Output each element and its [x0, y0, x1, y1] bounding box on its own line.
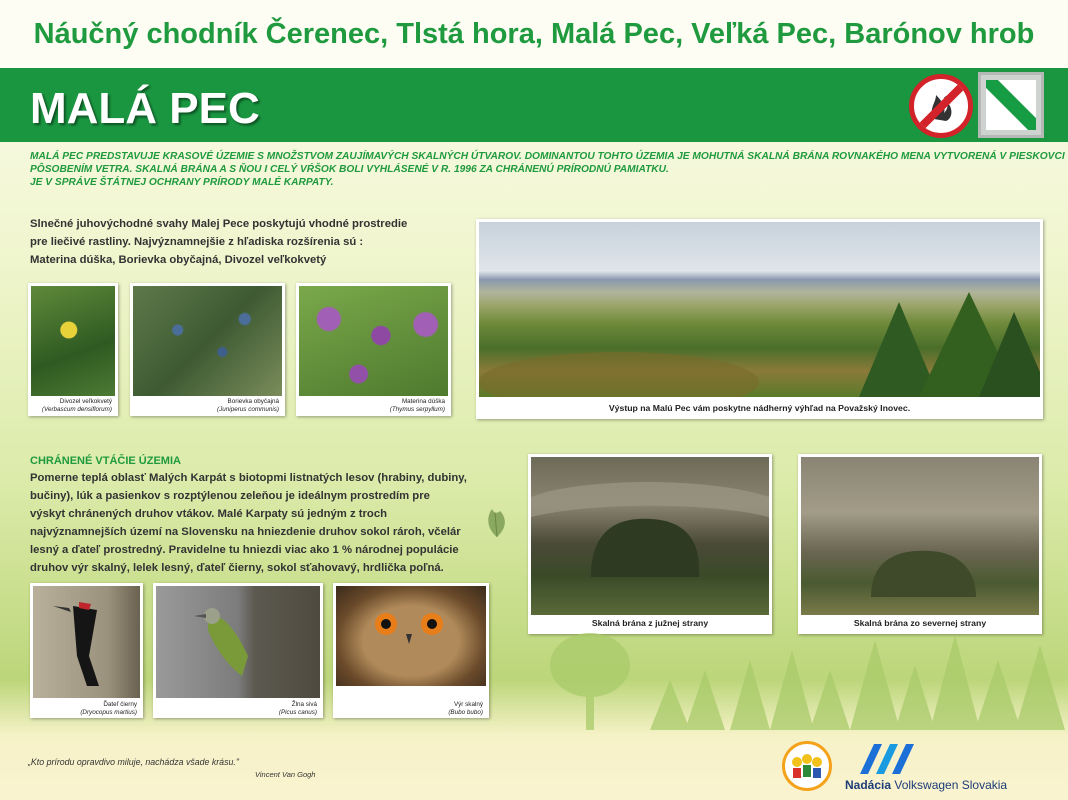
photo-caption-latin: (Juniperus communis): [217, 406, 279, 413]
no-fire-icon: [909, 74, 973, 138]
sponsor-name: [845, 778, 1007, 792]
sponsor-name-rest: Volkswagen Slovakia: [891, 778, 1008, 792]
sponsor-name-bold: Nadácia: [845, 778, 892, 792]
photo-caption-name: Divozel veľkokvetý: [59, 398, 112, 405]
photo-caption-name: Ďateľ čierny: [103, 701, 137, 708]
plants-text: [30, 215, 407, 269]
eagle-owl-photo: [336, 586, 486, 686]
plant-photo-card: [28, 283, 118, 416]
photo-caption-name: Výr skalný: [453, 701, 483, 708]
rock-gate-south-card: [528, 454, 772, 634]
quote-text: „Kto prírodu opravdivo miluje, nachádza všade krásu.": [28, 757, 239, 767]
text-line: Pomerne teplá oblasť Malých Karpát s biotopmi listnatých lesov (hrabiny, dubiny,: [30, 472, 467, 484]
plant-photo-card: [130, 283, 285, 416]
bird-photo-card: [153, 583, 323, 718]
text-line: bučiny), lúk a pasienkov s rozptýlenou zeleňou je ideálnym prostredím pre: [30, 490, 430, 502]
photo-caption-name: Borievka obyčajná: [227, 398, 279, 405]
bird-photo-card: [30, 583, 143, 718]
grey-headed-woodpecker-photo: [156, 586, 320, 698]
text-line: výskyt chránených druhov vtákov. Malé Karpaty sú jedným z troch: [30, 508, 388, 520]
birds-text: [30, 469, 467, 577]
volkswagen-foundation-logo: [856, 742, 916, 776]
photo-caption-latin: (Verbascum densiflorum): [41, 406, 112, 413]
intro-line: JE V SPRÁVE ŠTÁTNEJ OCHRANY PRÍRODY MALÉ KARPATY.: [30, 177, 334, 188]
protected-area-icon: [978, 72, 1044, 138]
birds-heading: CHRÁNENÉ VTÁČIE ÚZEMIA: [30, 455, 181, 467]
mullein-photo: [31, 286, 115, 396]
text-line: Materina dúška, Borievka obyčajná, Divozel veľkokvetý: [30, 254, 327, 266]
landscape-photo-card: [476, 219, 1043, 419]
landscape-caption: Výstup na Malú Pec vám poskytne nádherný výhľad na Považský Inovec.: [608, 403, 911, 413]
bird-photo-card: [333, 583, 489, 718]
rock-gate-north-photo: [801, 457, 1039, 615]
thyme-photo: [299, 286, 448, 396]
photo-caption-name: Žlna sivá: [291, 701, 317, 708]
intro-line: MALÁ PEC PREDSTAVUJE KRASOVÉ ÚZEMIE S MNOŽSTVOM ZAUJÍMAVÝCH SKALNÝCH ÚTVAROV. DOMINANTOU TOHTO ÚZEMIA JE MOHUTNÁ SKALNÁ BRÁNA ROVNAKÉHO MENA VYTVORENÁ V PIESKOVCI: [30, 151, 1065, 162]
rock-gate-south-caption: Skalná brána z južnej strany: [591, 618, 709, 628]
leaf-icon: [484, 505, 510, 539]
photo-caption-latin: (Bubo bubo): [448, 709, 483, 716]
section-title: MALÁ PEC: [30, 84, 260, 133]
text-line: Slnečné juhovýchodné svahy Malej Pece poskytujú vhodné prostredie: [30, 218, 408, 230]
photo-caption-latin: (Thymus serpyllum): [389, 406, 445, 413]
children-logo: [782, 741, 832, 791]
text-line: pre liečivé rastliny. Najvýznamnejšie z hľadiska rozšírenia sú :: [30, 236, 364, 248]
quote-author: Vincent Van Gogh: [255, 770, 316, 779]
text-line: najvýznamnejších území na Slovensku na hniezdenie druhov sokol rároh, včelár: [30, 526, 461, 538]
text-line: druhov výr skalný, lelek lesný, ďateľ čierny, sokol sťahovavý, hrdlička poľná.: [30, 562, 444, 574]
plant-photo-card: [296, 283, 451, 416]
photo-caption-name: Materina dúška: [401, 398, 445, 405]
title-bar: [0, 0, 1068, 68]
landscape-photo: [479, 222, 1040, 397]
juniper-photo: [133, 286, 282, 396]
intro-text: [30, 150, 1065, 189]
tree-silhouettes: [530, 620, 1068, 730]
photo-caption-latin: (Picus canus): [278, 709, 317, 716]
rock-gate-north-card: [798, 454, 1042, 634]
photo-caption-latin: (Dryocopus martius): [80, 709, 137, 716]
rock-gate-north-caption: Skalná brána zo severnej strany: [853, 618, 987, 628]
black-woodpecker-photo: [33, 586, 140, 698]
text-line: lesný a ďateľ prostredný. Pravidelne tu hniezdi viac ako 1 % národnej populácie: [30, 544, 459, 556]
trail-title: Náučný chodník Čerenec, Tlstá hora, Malá Pec, Veľká Pec, Barónov hrob: [33, 18, 1035, 50]
rock-gate-south-photo: [531, 457, 769, 615]
intro-line: PÔSOBENÍM VETRA. SKALNÁ BRÁNA A S ŇOU I CELÝ VŔŠOK BOLI VYHLÁSENÉ V R. 1996 ZA CHRÁNENÚ PRÍRODNÚ PAMIATKU.: [30, 164, 669, 175]
